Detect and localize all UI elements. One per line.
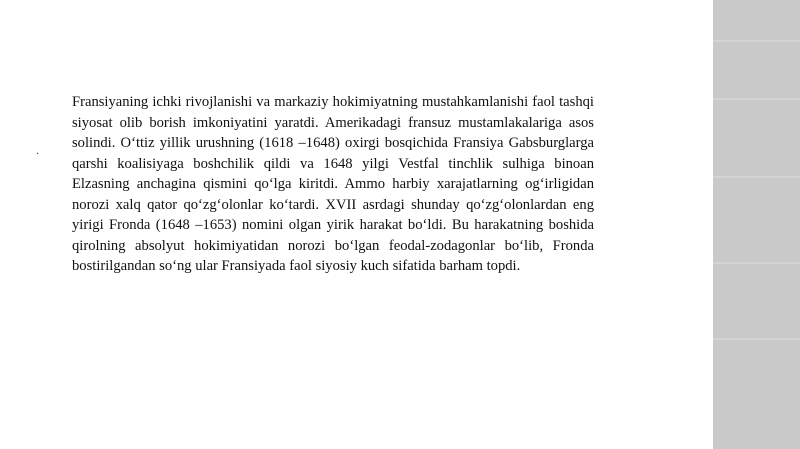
panel-stripe [713,176,800,178]
side-panel [713,0,800,449]
panel-stripe [713,338,800,340]
body-paragraph: Fransiyaning ichki rivojlanishi va markaziy hokimiyatning mustahkamlanishi faol tashqi siyosat olib borish imkoniyatini yaratdi. Amerikadagi fransuz mustamlakalariga asos solindi. O‘ttiz yillik urushning (1618 –1648) oxirgi bosqichida Fransiya Gabsburglarga qarshi koalisiyaga boshchilik qildi va 1648 yilgi Vestfal tinchlik sulhiga binoan Elzasning anchagina qismini qo‘lga kiritdi. Ammo harbiy xarajatlarning og‘irligidan norozi xalq qator qo‘zg‘olonlar ko‘tardi. XVII asrdagi shunday qo‘zg‘olonlardan eng yirigi Fronda (1648 –1653) nomini olgan yirik harakat bo‘ldi. Bu harakatning boshida qirolning absolyut hokimiyatidan norozi bo‘lgan feodal-zodagonlar bo‘lib, Fronda bostirilgandan so‘ng ular Fransiyada faol siyosiy kuch sifatida barham topdi. [72,94,594,274]
panel-stripe [713,262,800,264]
panel-stripe [713,98,800,100]
bullet-dot: · [36,149,40,160]
panel-stripe [713,40,800,42]
